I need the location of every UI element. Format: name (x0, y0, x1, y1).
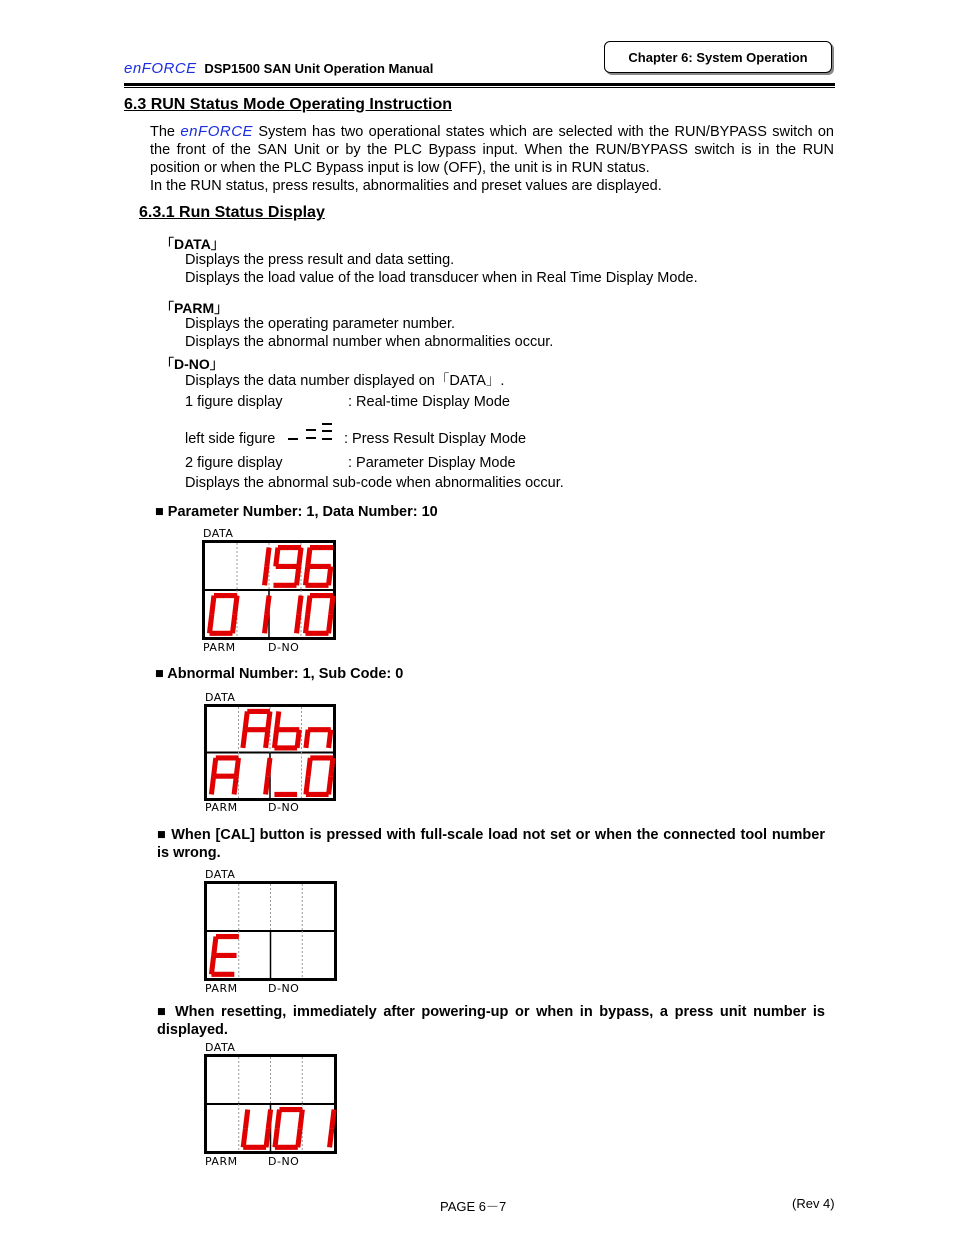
example-4-caption: ■ When resetting, immediately after powering-up or when in bypass, a press unit number is displayed. (157, 1004, 825, 1038)
parm-line1: Displays the operating parameter number. (185, 316, 456, 332)
example-1-data-label: DATA (203, 527, 234, 540)
segment-e (306, 730, 308, 748)
revision: (Rev 4) (792, 1196, 835, 1211)
data-label: 「DATA」 (160, 236, 225, 252)
segment-f (308, 548, 310, 567)
segment-b (331, 596, 333, 615)
segment-b (235, 596, 237, 615)
segment-e (306, 776, 308, 794)
segment-c (329, 566, 331, 585)
segment-b (300, 1110, 302, 1129)
segment-b (331, 758, 333, 776)
segment-c (329, 730, 331, 748)
segment-c (265, 566, 267, 585)
segment-e (211, 955, 213, 974)
segment-dash-icon (286, 420, 336, 446)
segment-c (329, 614, 331, 633)
segment-b (268, 758, 270, 776)
data-line2: Displays the load value of the load transducer when in Real Time Display Mode. (185, 270, 698, 286)
segment-f (212, 596, 214, 615)
manual-header (124, 60, 433, 77)
example-3-parm-label: PARM (205, 982, 238, 995)
example-3-caption: ■ When [CAL] button is pressed with full-scale load not set or when the connected tool number is wrong. (157, 827, 825, 861)
segment-c (329, 776, 331, 794)
dno-line-last: Displays the abnormal sub-code when abnormalities occur. (185, 475, 564, 491)
example-3-dno-label: D-NO (268, 982, 300, 995)
example-3-display (204, 881, 337, 981)
example-2-display (204, 704, 336, 801)
manual-title: DSP1500 SAN Unit Operation Manual (204, 61, 434, 76)
dno-row3-right: : Parameter Display Mode (348, 455, 516, 471)
segment-f (277, 1110, 279, 1129)
example-1-parm-label: PARM (203, 641, 236, 654)
dno-row2-right: : Press Result Display Mode (344, 431, 527, 447)
header-rule (124, 83, 835, 86)
segment-e (274, 730, 276, 748)
segment-b (299, 596, 301, 615)
header-rule-thin (124, 87, 835, 88)
segment-c (330, 1128, 332, 1147)
example-4-data-label: DATA (205, 1041, 236, 1054)
dno-row2-left: left side figure (185, 431, 276, 447)
segment-e (305, 566, 307, 585)
chapter-badge: Chapter 6: System Operation (604, 41, 832, 73)
segment-f (245, 1110, 247, 1129)
segment-c (297, 566, 299, 585)
dno-label: 「D-NO」 (160, 356, 224, 372)
segment-f (214, 937, 216, 956)
segment-c (234, 776, 236, 794)
segment-e (275, 1128, 277, 1147)
example-1-caption: ■ Parameter Number: 1, Data Number: 10 (155, 504, 438, 520)
example-2-data-label: DATA (205, 691, 236, 704)
intro-paragraph (150, 123, 834, 195)
segment-e (243, 1128, 245, 1147)
segment-c (266, 730, 268, 748)
segment-b (268, 1110, 270, 1129)
example-2-parm-label: PARM (205, 801, 238, 814)
parm-line2: Displays the abnormal number when abnormalities occur. (185, 334, 554, 350)
example-2-caption: ■ Abnormal Number: 1, Sub Code: 0 (155, 666, 404, 682)
segment-b (236, 758, 238, 776)
example-2-dno-label: D-NO (268, 801, 300, 814)
parm-label: 「PARM」 (160, 300, 229, 316)
intro-line2: In the RUN status, press results, abnormalities and preset values are displayed. (150, 178, 662, 194)
data-line1: Displays the press result and data setting. (185, 252, 455, 268)
segment-f (214, 758, 216, 776)
example-1-display (202, 540, 336, 640)
enforce-logo-inline: enFORCE (180, 123, 254, 140)
segment-f (245, 711, 247, 729)
dno-row1-left: 1 figure display (185, 394, 283, 410)
segment-e (305, 614, 307, 633)
intro-rest: System has two operational states which are selected with the RUN/BYPASS switch on the front of the SAN Unit or by the PLC Bypass input. When the RUN/BYPASS switch is in the RUN position or when the PLC Bypass input is low (OFF), the unit is in RUN status. (150, 124, 834, 176)
segment-b (268, 711, 270, 729)
dno-row1-right: : Real-time Display Mode (348, 394, 510, 410)
segment-f (308, 758, 310, 776)
intro-pre: The (150, 124, 175, 140)
section-title: 6.3 RUN Status Mode Operating Instruction (124, 96, 453, 113)
segment-c (266, 1128, 268, 1147)
example-4-dno-label: D-NO (268, 1155, 300, 1168)
example-4-parm-label: PARM (205, 1155, 238, 1168)
segment-f (277, 711, 279, 729)
segment-c (297, 614, 299, 633)
segment-e (211, 776, 213, 794)
segment-c (266, 776, 268, 794)
example-4-display (204, 1054, 337, 1154)
segment-b (267, 548, 269, 567)
segment-e (209, 614, 211, 633)
subsection-title: 6.3.1 Run Status Display (139, 204, 325, 221)
segment-c (298, 1128, 300, 1147)
segment-b (299, 548, 301, 567)
segment-b (267, 596, 269, 615)
dno-line1: Displays the data number displayed on「DATA」. (185, 373, 505, 389)
segment-b (332, 1110, 334, 1129)
segment-c (233, 614, 235, 633)
segment-f (276, 548, 278, 567)
segment-e (243, 730, 245, 748)
example-3-data-label: DATA (205, 868, 236, 881)
enforce-logo: enFORCE (124, 60, 197, 77)
segment-c (265, 614, 267, 633)
segment-c (297, 730, 299, 748)
example-1-dno-label: D-NO (268, 641, 300, 654)
dno-row3-left: 2 figure display (185, 455, 283, 471)
segment-f (308, 596, 310, 615)
page-number: PAGE 6－7 (440, 1199, 507, 1214)
